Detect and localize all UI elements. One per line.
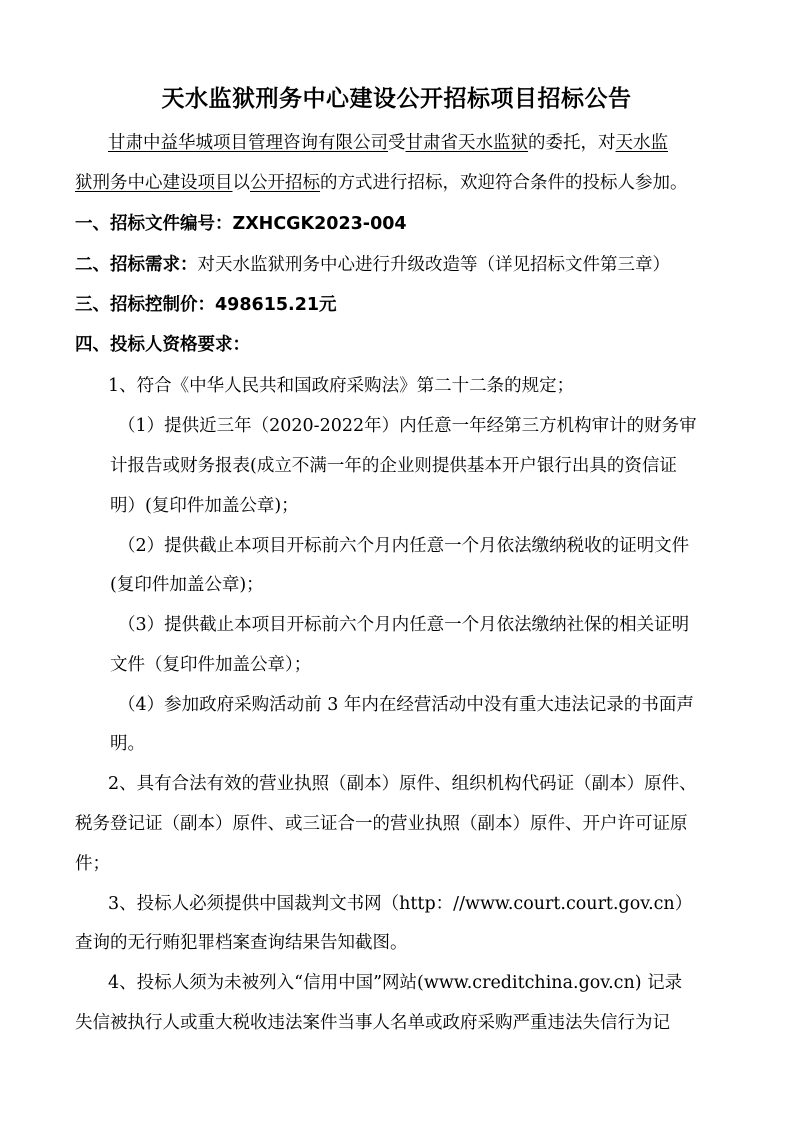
requirement-3: 3、投标人必须提供中国裁判文书网（http：//www.court.court.gov.cn） (108, 894, 693, 914)
agency-name: 甘肃中益华城项目管理咨询有限公司 (108, 133, 388, 153)
requirement-3-cont: 查询的无行贿犯罪档案查询结果告知截图。 (75, 933, 408, 953)
section-3-label: 三、招标控制价： (75, 295, 215, 315)
requirement-1-item-4-cont: 明。 (110, 734, 145, 754)
tender-file-number: ZXHCGK2023-004 (232, 214, 407, 234)
section-2 (75, 257, 670, 275)
document-title: 天水监狱刑务中心建设公开招标项目招标公告 (161, 86, 632, 112)
requirement-1-item-1-cont: 计报告或财务报表(成立不满一年的企业则提供基本开户银行出具的资信证 (110, 456, 677, 476)
requirement-1-item-3: （3）提供截止本项目开标前六个月内任意一个月依法缴纳社保的相关证明 (118, 615, 690, 635)
requirement-1-item-4: （4）参加政府采购活动前 3 年内在经营活动中没有重大违法记录的书面声 (118, 695, 694, 715)
requirement-2-cont: 件； (75, 854, 110, 874)
procurement-method: 公开招标 (250, 173, 320, 193)
tender-requirement: 对天水监狱刑务中心进行升级改造等（详见招标文件第三章） (197, 255, 670, 275)
project-name-part-1: 天水监 (615, 133, 668, 153)
requirement-4: 4、投标人须为未被列入“信用中国”网站(www.creditchina.gov.cn) 记录 (108, 973, 683, 993)
section-1-label: 一、招标文件编号： (75, 214, 233, 234)
requirement-1-item-3-cont: 文件（复印件加盖公章）； (110, 655, 312, 675)
requirement-4-cont: 失信被执行人或重大税收违法案件当事人名单或政府采购严重违法失信行为记 (75, 1013, 670, 1033)
intro-line-2 (75, 175, 688, 193)
intro-text: 受 (388, 133, 406, 153)
requirement-1-item-1: （1）提供近三年（2020-2022年）内任意一年经第三方机构审计的财务审 (118, 416, 697, 436)
section-2-label: 二、招标需求： (75, 255, 198, 275)
intro-text: 的委托，对 (528, 133, 616, 153)
intro-text: 以 (232, 173, 250, 193)
section-3 (75, 297, 337, 315)
section-1 (75, 216, 407, 234)
section-4-heading: 四、投标人资格要求： (75, 335, 250, 355)
requirement-1-item-1-cont: 明）(复印件加盖公章)； (110, 496, 299, 516)
control-price: 498615.21元 (215, 295, 337, 315)
requirement-2: 2、具有合法有效的营业执照（副本）原件、组织机构代码证（副本）原件、 (108, 774, 697, 794)
requirement-1: 1、符合《中华人民共和国政府采购法》第二十二条的规定； (108, 376, 575, 396)
client-name: 甘肃省天水监狱 (405, 133, 528, 153)
intro-text: 的方式进行招标，欢迎符合条件的投标人参加。 (320, 173, 688, 193)
intro-line-1 (108, 135, 668, 153)
requirement-1-item-2-cont: (复印件加盖公章)； (110, 575, 264, 595)
project-name-part-2: 狱刑务中心建设项目 (75, 173, 233, 193)
requirement-1-item-2: （2）提供截止本项目开标前六个月内任意一个月依法缴纳税收的证明文件 (118, 536, 690, 556)
requirement-2-cont: 税务登记证（副本）原件、或三证合一的营业执照（副本）原件、开户许可证原 (75, 814, 688, 834)
